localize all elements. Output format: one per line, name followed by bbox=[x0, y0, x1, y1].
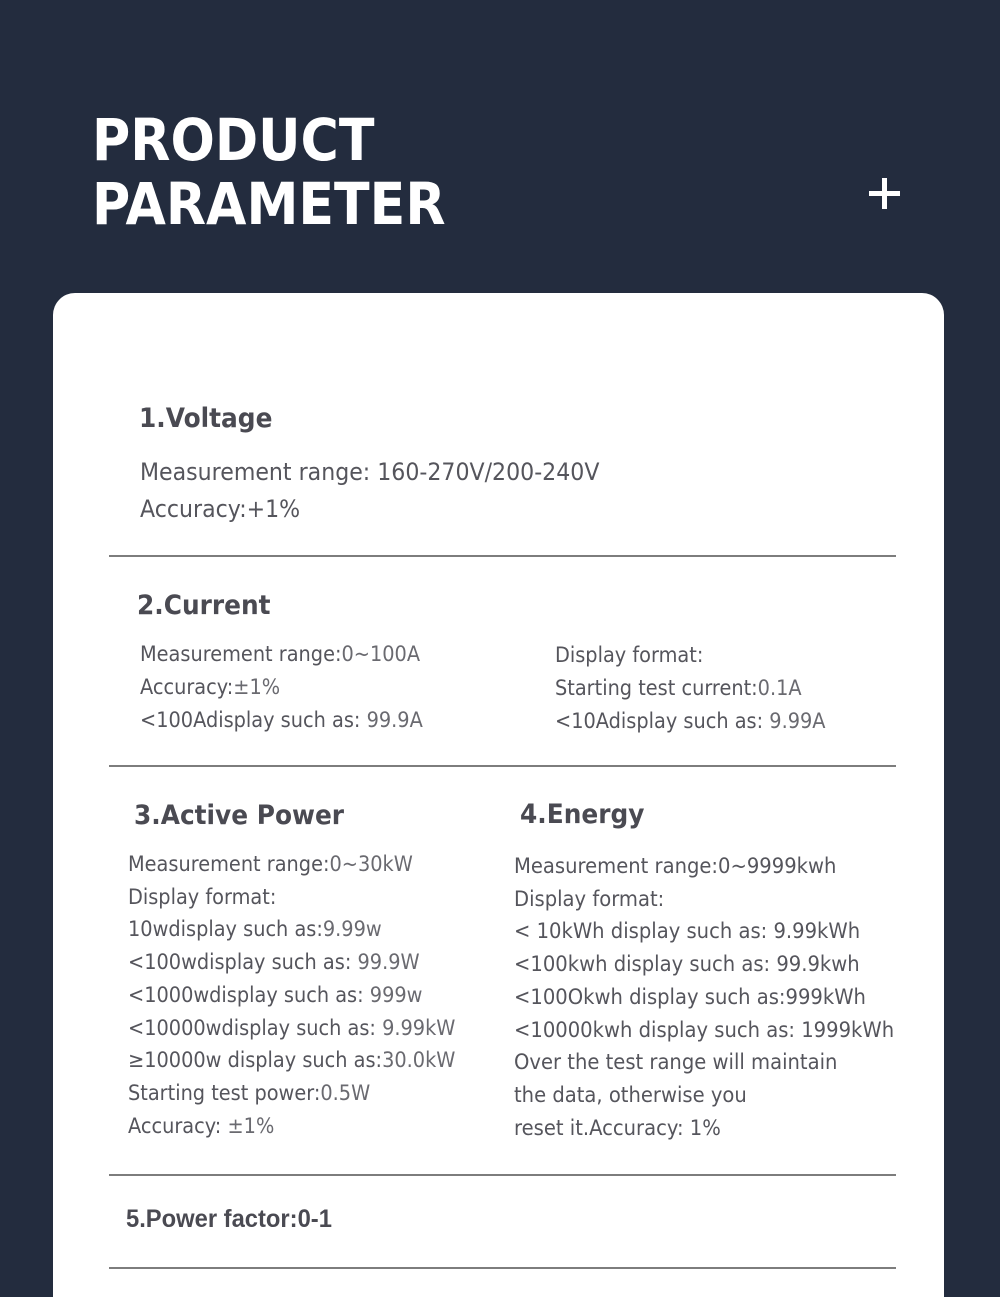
current-display-10a: <10Adisplay such as: 9.99A bbox=[555, 709, 826, 733]
power-line: Measurement range:0~30kW bbox=[128, 852, 413, 876]
active-power-details bbox=[128, 848, 455, 1142]
current-details-right bbox=[555, 639, 826, 738]
divider bbox=[109, 1174, 896, 1176]
divider bbox=[109, 765, 896, 767]
current-accuracy: Accuracy:±1% bbox=[140, 675, 281, 699]
section-title-power-factor: 5.Power factor:0-1 bbox=[126, 1205, 332, 1233]
energy-line: Over the test range will maintain bbox=[514, 1050, 838, 1076]
page-title bbox=[92, 108, 446, 236]
power-line: Accuracy: ±1% bbox=[128, 1113, 275, 1138]
section-title-energy: 4.Energy bbox=[520, 799, 645, 830]
parameter-card bbox=[53, 293, 944, 1297]
energy-line: the data, otherwise you bbox=[514, 1082, 747, 1108]
energy-line: Display format: bbox=[514, 886, 665, 912]
energy-details bbox=[514, 851, 894, 1145]
current-display-100a: <100Adisplay such as: 99.9A bbox=[140, 708, 423, 732]
power-line: <100wdisplay such as: 99.9W bbox=[128, 950, 420, 975]
current-details-left bbox=[140, 638, 423, 737]
section-title-current: 2.Current bbox=[137, 590, 271, 621]
energy-line: < 10kWh display such as: 9.99kWh bbox=[514, 919, 861, 945]
page-title-line-2: PARAMETER bbox=[92, 170, 446, 238]
current-range: Measurement range:0~100A bbox=[140, 642, 421, 666]
energy-line: Measurement range:0~9999kwh bbox=[514, 854, 837, 879]
power-line: <10000wdisplay such as: 9.99kW bbox=[128, 1015, 456, 1040]
power-line: ≥10000w display such as:30.0kW bbox=[128, 1048, 456, 1073]
energy-line: <10000kwh display such as: 1999kWh bbox=[514, 1017, 895, 1043]
energy-line: reset it.Accuracy: 1% bbox=[514, 1115, 721, 1141]
plus-icon[interactable] bbox=[869, 178, 900, 209]
divider bbox=[109, 1267, 896, 1269]
power-line: Display format: bbox=[128, 884, 277, 909]
section-title-active-power: 3.Active Power bbox=[134, 800, 345, 831]
current-starting: Starting test current:0.1A bbox=[555, 676, 802, 700]
power-line: Starting test power:0.5W bbox=[128, 1080, 371, 1105]
section-title-voltage: 1.Voltage bbox=[139, 403, 273, 434]
voltage-range: Measurement range: 160-270V/200-240V bbox=[140, 458, 600, 486]
current-display-format: Display format: bbox=[555, 643, 704, 667]
energy-line: <100Okwh display such as:999kWh bbox=[514, 984, 866, 1010]
page-title-line-1: PRODUCT bbox=[92, 106, 375, 174]
voltage-details bbox=[140, 454, 599, 528]
voltage-accuracy: Accuracy:+1% bbox=[140, 495, 301, 523]
energy-line: <100kwh display such as: 99.9kwh bbox=[514, 952, 860, 978]
power-line: <1000wdisplay such as: 999w bbox=[128, 982, 423, 1007]
power-line: 10wdisplay such as:9.99w bbox=[128, 917, 382, 942]
divider bbox=[109, 555, 896, 557]
